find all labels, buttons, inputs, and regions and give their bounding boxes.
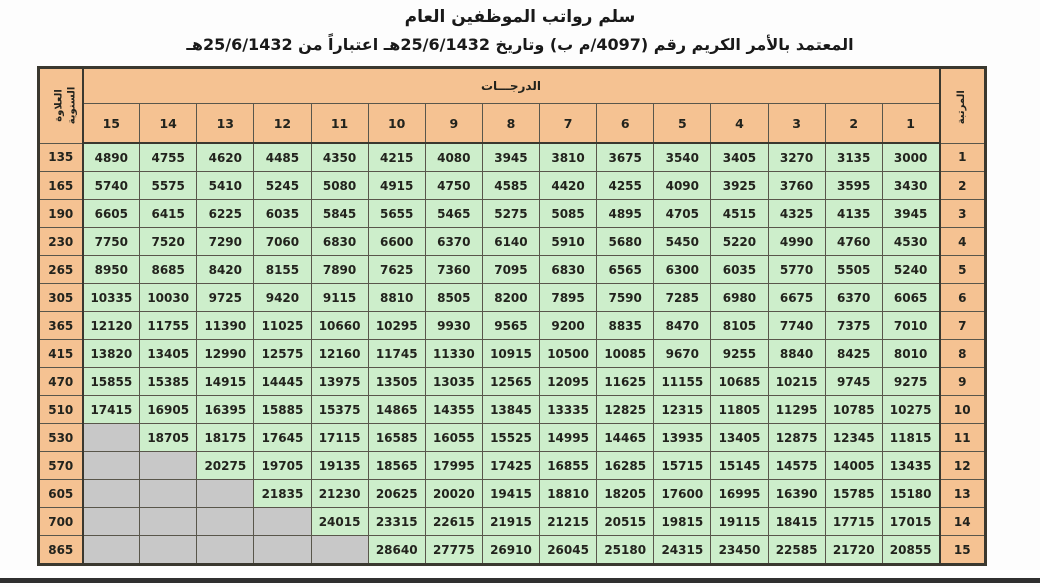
salary-cell: 18810 xyxy=(540,480,597,508)
salary-cell: 4620 xyxy=(197,143,254,172)
salary-cell: 4755 xyxy=(140,143,197,172)
salary-cell: 4420 xyxy=(540,172,597,200)
rank-cell: 1 xyxy=(940,143,986,172)
empty-cell xyxy=(311,536,368,565)
salary-cell: 15855 xyxy=(83,368,140,396)
salary-cell: 8505 xyxy=(425,284,482,312)
table-row xyxy=(39,340,986,368)
increment-cell: 305 xyxy=(39,284,83,312)
salary-cell: 8200 xyxy=(482,284,539,312)
salary-cell: 4915 xyxy=(368,172,425,200)
table-row xyxy=(39,200,986,228)
salary-cell: 14445 xyxy=(254,368,311,396)
salary-cell: 11330 xyxy=(425,340,482,368)
empty-cell xyxy=(254,508,311,536)
salary-cell: 3270 xyxy=(768,143,825,172)
salary-cell: 13035 xyxy=(425,368,482,396)
salary-cell: 5220 xyxy=(711,228,768,256)
empty-cell xyxy=(83,536,140,565)
rank-header-cell xyxy=(940,68,986,144)
grade-column-header: 5 xyxy=(654,104,711,144)
salary-cell: 10215 xyxy=(768,368,825,396)
salary-cell: 8835 xyxy=(597,312,654,340)
salary-cell: 5410 xyxy=(197,172,254,200)
salary-cell: 20515 xyxy=(597,508,654,536)
salary-cell: 8010 xyxy=(882,340,939,368)
rank-cell: 4 xyxy=(940,228,986,256)
salary-cell: 8420 xyxy=(197,256,254,284)
salary-cell: 10785 xyxy=(825,396,882,424)
salary-cell: 4895 xyxy=(597,200,654,228)
salary-cell: 20625 xyxy=(368,480,425,508)
salary-cell: 17645 xyxy=(254,424,311,452)
salary-cell: 10295 xyxy=(368,312,425,340)
rank-cell: 15 xyxy=(940,536,986,565)
empty-cell xyxy=(140,536,197,565)
salary-cell: 6370 xyxy=(425,228,482,256)
salary-cell: 11755 xyxy=(140,312,197,340)
salary-cell: 3925 xyxy=(711,172,768,200)
salary-cell: 26045 xyxy=(540,536,597,565)
grade-column-header: 9 xyxy=(425,104,482,144)
salary-cell: 6140 xyxy=(482,228,539,256)
table-row xyxy=(39,536,986,565)
salary-cell: 7010 xyxy=(882,312,939,340)
rank-cell: 11 xyxy=(940,424,986,452)
salary-cell: 4215 xyxy=(368,143,425,172)
salary-cell: 13845 xyxy=(482,396,539,424)
salary-cell: 17415 xyxy=(83,396,140,424)
salary-cell: 5505 xyxy=(825,256,882,284)
salary-cell: 6300 xyxy=(654,256,711,284)
salary-cell: 6830 xyxy=(540,256,597,284)
salary-cell: 4350 xyxy=(311,143,368,172)
salary-cell: 12990 xyxy=(197,340,254,368)
salary-cell: 5245 xyxy=(254,172,311,200)
salary-cell: 5655 xyxy=(368,200,425,228)
table-row xyxy=(39,368,986,396)
salary-cell: 11745 xyxy=(368,340,425,368)
salary-cell: 6370 xyxy=(825,284,882,312)
salary-cell: 5080 xyxy=(311,172,368,200)
rank-cell: 14 xyxy=(940,508,986,536)
empty-cell xyxy=(254,536,311,565)
salary-cell: 7360 xyxy=(425,256,482,284)
salary-cell: 8810 xyxy=(368,284,425,312)
salary-cell: 6600 xyxy=(368,228,425,256)
salary-cell: 6035 xyxy=(711,256,768,284)
salary-cell: 13335 xyxy=(540,396,597,424)
rank-cell: 10 xyxy=(940,396,986,424)
salary-cell: 9420 xyxy=(254,284,311,312)
salary-cell: 7740 xyxy=(768,312,825,340)
salary-cell: 7590 xyxy=(597,284,654,312)
salary-cell: 11815 xyxy=(882,424,939,452)
rank-cell: 6 xyxy=(940,284,986,312)
salary-cell: 17715 xyxy=(825,508,882,536)
salary-cell: 7890 xyxy=(311,256,368,284)
salary-cell: 4325 xyxy=(768,200,825,228)
salary-cell: 9275 xyxy=(882,368,939,396)
salary-cell: 16285 xyxy=(597,452,654,480)
empty-cell xyxy=(83,508,140,536)
salary-cell: 5680 xyxy=(597,228,654,256)
salary-cell: 7375 xyxy=(825,312,882,340)
salary-cell: 6415 xyxy=(140,200,197,228)
salary-scale-table xyxy=(37,66,987,566)
salary-cell: 22585 xyxy=(768,536,825,565)
salary-cell: 8155 xyxy=(254,256,311,284)
grade-column-header: 11 xyxy=(311,104,368,144)
salary-cell: 8685 xyxy=(140,256,197,284)
salary-cell: 4760 xyxy=(825,228,882,256)
salary-cell: 11805 xyxy=(711,396,768,424)
salary-cell: 11625 xyxy=(597,368,654,396)
salary-cell: 5740 xyxy=(83,172,140,200)
grade-column-header: 3 xyxy=(768,104,825,144)
salary-cell: 27775 xyxy=(425,536,482,565)
salary-cell: 15525 xyxy=(482,424,539,452)
grade-number-row xyxy=(39,104,986,144)
salary-cell: 3810 xyxy=(540,143,597,172)
salary-cell: 20855 xyxy=(882,536,939,565)
salary-cell: 4750 xyxy=(425,172,482,200)
salary-cell: 3430 xyxy=(882,172,939,200)
rank-cell: 5 xyxy=(940,256,986,284)
page-subtitle: المعتمد بالأمر الكريم رقم (4097/م ب) وتاريخ 25/6/1432هـ اعتباراً من 25/6/1432هـ xyxy=(186,35,854,54)
salary-cell: 16585 xyxy=(368,424,425,452)
salary-cell: 4080 xyxy=(425,143,482,172)
salary-cell: 13405 xyxy=(711,424,768,452)
salary-cell: 25180 xyxy=(597,536,654,565)
salary-cell: 8425 xyxy=(825,340,882,368)
salary-cell: 15180 xyxy=(882,480,939,508)
increment-cell: 135 xyxy=(39,143,83,172)
salary-cell: 14915 xyxy=(197,368,254,396)
salary-cell: 15785 xyxy=(825,480,882,508)
salary-cell: 12565 xyxy=(482,368,539,396)
salary-cell: 16995 xyxy=(711,480,768,508)
salary-cell: 3945 xyxy=(882,200,939,228)
salary-cell: 22615 xyxy=(425,508,482,536)
salary-cell: 5240 xyxy=(882,256,939,284)
grade-column-header: 1 xyxy=(882,104,939,144)
salary-cell: 7625 xyxy=(368,256,425,284)
table-row xyxy=(39,508,986,536)
salary-cell: 20275 xyxy=(197,452,254,480)
salary-cell: 4255 xyxy=(597,172,654,200)
increment-cell: 230 xyxy=(39,228,83,256)
salary-cell: 9200 xyxy=(540,312,597,340)
empty-cell xyxy=(83,480,140,508)
salary-cell: 21230 xyxy=(311,480,368,508)
salary-cell: 16390 xyxy=(768,480,825,508)
table-row xyxy=(39,143,986,172)
increment-cell: 530 xyxy=(39,424,83,452)
salary-cell: 4135 xyxy=(825,200,882,228)
salary-cell: 14865 xyxy=(368,396,425,424)
increment-cell: 470 xyxy=(39,368,83,396)
salary-cell: 6980 xyxy=(711,284,768,312)
salary-cell: 3540 xyxy=(654,143,711,172)
salary-cell: 14575 xyxy=(768,452,825,480)
table-row xyxy=(39,452,986,480)
grade-column-header: 6 xyxy=(597,104,654,144)
salary-cell: 15715 xyxy=(654,452,711,480)
salary-cell: 12875 xyxy=(768,424,825,452)
salary-cell: 5575 xyxy=(140,172,197,200)
salary-cell: 4990 xyxy=(768,228,825,256)
empty-cell xyxy=(83,452,140,480)
table-row xyxy=(39,480,986,508)
salary-cell: 6675 xyxy=(768,284,825,312)
salary-cell: 6605 xyxy=(83,200,140,228)
rank-cell: 3 xyxy=(940,200,986,228)
salary-cell: 18175 xyxy=(197,424,254,452)
increment-header-label: العلاوة السنوية xyxy=(53,86,77,125)
salary-cell: 28640 xyxy=(368,536,425,565)
salary-cell: 10275 xyxy=(882,396,939,424)
salary-cell: 12825 xyxy=(597,396,654,424)
salary-cell: 4890 xyxy=(83,143,140,172)
increment-cell: 365 xyxy=(39,312,83,340)
salary-cell: 18205 xyxy=(597,480,654,508)
salary-cell: 7750 xyxy=(83,228,140,256)
salary-cell: 7060 xyxy=(254,228,311,256)
salary-cell: 12575 xyxy=(254,340,311,368)
rank-cell: 9 xyxy=(940,368,986,396)
salary-cell: 13405 xyxy=(140,340,197,368)
salary-cell: 3595 xyxy=(825,172,882,200)
salary-cell: 8105 xyxy=(711,312,768,340)
salary-cell: 3760 xyxy=(768,172,825,200)
salary-cell: 11295 xyxy=(768,396,825,424)
salary-cell: 10685 xyxy=(711,368,768,396)
increment-cell: 865 xyxy=(39,536,83,565)
table-row xyxy=(39,424,986,452)
grades-header-cell: الدرجـــات xyxy=(83,68,940,104)
salary-cell: 10500 xyxy=(540,340,597,368)
salary-cell: 17425 xyxy=(482,452,539,480)
salary-cell: 8950 xyxy=(83,256,140,284)
salary-cell: 12315 xyxy=(654,396,711,424)
salary-cell: 12345 xyxy=(825,424,882,452)
salary-cell: 3405 xyxy=(711,143,768,172)
salary-cell: 3000 xyxy=(882,143,939,172)
salary-cell: 4515 xyxy=(711,200,768,228)
salary-cell: 9255 xyxy=(711,340,768,368)
salary-cell: 8470 xyxy=(654,312,711,340)
salary-cell: 14005 xyxy=(825,452,882,480)
salary-cell: 15145 xyxy=(711,452,768,480)
increment-cell: 190 xyxy=(39,200,83,228)
salary-cell: 15375 xyxy=(311,396,368,424)
salary-cell: 16055 xyxy=(425,424,482,452)
salary-cell: 12160 xyxy=(311,340,368,368)
salary-cell: 19115 xyxy=(711,508,768,536)
grades-title-row xyxy=(39,68,986,104)
increment-header-cell xyxy=(39,68,83,144)
salary-cell: 19135 xyxy=(311,452,368,480)
salary-cell: 9115 xyxy=(311,284,368,312)
salary-cell: 10335 xyxy=(83,284,140,312)
salary-cell: 19415 xyxy=(482,480,539,508)
salary-cell: 18415 xyxy=(768,508,825,536)
grade-column-header: 2 xyxy=(825,104,882,144)
rank-cell: 13 xyxy=(940,480,986,508)
empty-cell xyxy=(197,536,254,565)
salary-cell: 4090 xyxy=(654,172,711,200)
grade-column-header: 14 xyxy=(140,104,197,144)
salary-cell: 7285 xyxy=(654,284,711,312)
salary-table-body xyxy=(39,143,986,565)
salary-cell: 14995 xyxy=(540,424,597,452)
salary-cell: 15885 xyxy=(254,396,311,424)
salary-cell: 23450 xyxy=(711,536,768,565)
salary-cell: 6035 xyxy=(254,200,311,228)
salary-cell: 9745 xyxy=(825,368,882,396)
salary-cell: 16855 xyxy=(540,452,597,480)
table-row xyxy=(39,172,986,200)
salary-cell: 21835 xyxy=(254,480,311,508)
increment-cell: 510 xyxy=(39,396,83,424)
salary-cell: 21215 xyxy=(540,508,597,536)
salary-cell: 10085 xyxy=(597,340,654,368)
salary-cell: 17015 xyxy=(882,508,939,536)
table-row xyxy=(39,312,986,340)
salary-cell: 16395 xyxy=(197,396,254,424)
salary-cell: 12095 xyxy=(540,368,597,396)
salary-cell: 6830 xyxy=(311,228,368,256)
table-row xyxy=(39,256,986,284)
salary-cell: 3945 xyxy=(482,143,539,172)
salary-cell: 10660 xyxy=(311,312,368,340)
salary-cell: 17115 xyxy=(311,424,368,452)
empty-cell xyxy=(197,480,254,508)
salary-cell: 6065 xyxy=(882,284,939,312)
salary-cell: 7895 xyxy=(540,284,597,312)
salary-cell: 21720 xyxy=(825,536,882,565)
increment-cell: 165 xyxy=(39,172,83,200)
page-title: سلم رواتب الموظفين العام xyxy=(404,7,636,27)
bottom-rule xyxy=(0,578,1040,583)
salary-cell: 5085 xyxy=(540,200,597,228)
salary-cell: 4530 xyxy=(882,228,939,256)
salary-cell: 23315 xyxy=(368,508,425,536)
salary-cell: 14355 xyxy=(425,396,482,424)
salary-cell: 11025 xyxy=(254,312,311,340)
salary-cell: 11155 xyxy=(654,368,711,396)
salary-cell: 18705 xyxy=(140,424,197,452)
salary-cell: 3135 xyxy=(825,143,882,172)
empty-cell xyxy=(83,424,140,452)
salary-cell: 4705 xyxy=(654,200,711,228)
table-row xyxy=(39,284,986,312)
increment-cell: 605 xyxy=(39,480,83,508)
table-row xyxy=(39,396,986,424)
salary-cell: 5450 xyxy=(654,228,711,256)
salary-cell: 6565 xyxy=(597,256,654,284)
salary-cell: 5770 xyxy=(768,256,825,284)
rank-header-label: المرتبة xyxy=(955,90,967,125)
salary-cell: 7095 xyxy=(482,256,539,284)
salary-cell: 12120 xyxy=(83,312,140,340)
salary-cell: 9930 xyxy=(425,312,482,340)
salary-cell: 4585 xyxy=(482,172,539,200)
salary-cell: 24015 xyxy=(311,508,368,536)
salary-cell: 13975 xyxy=(311,368,368,396)
salary-cell: 11390 xyxy=(197,312,254,340)
salary-cell: 21915 xyxy=(482,508,539,536)
salary-cell: 20020 xyxy=(425,480,482,508)
salary-cell: 13505 xyxy=(368,368,425,396)
salary-cell: 7520 xyxy=(140,228,197,256)
rank-cell: 12 xyxy=(940,452,986,480)
increment-cell: 265 xyxy=(39,256,83,284)
salary-cell: 18565 xyxy=(368,452,425,480)
salary-cell: 13935 xyxy=(654,424,711,452)
grade-column-header: 8 xyxy=(482,104,539,144)
table-row xyxy=(39,228,986,256)
salary-cell: 9670 xyxy=(654,340,711,368)
empty-cell xyxy=(140,480,197,508)
grade-column-header: 12 xyxy=(254,104,311,144)
rank-cell: 8 xyxy=(940,340,986,368)
salary-cell: 9725 xyxy=(197,284,254,312)
salary-cell: 19705 xyxy=(254,452,311,480)
salary-cell: 10915 xyxy=(482,340,539,368)
salary-cell: 16905 xyxy=(140,396,197,424)
salary-cell: 26910 xyxy=(482,536,539,565)
salary-cell: 5275 xyxy=(482,200,539,228)
grade-column-header: 15 xyxy=(83,104,140,144)
salary-cell: 13820 xyxy=(83,340,140,368)
grade-column-header: 7 xyxy=(540,104,597,144)
empty-cell xyxy=(140,508,197,536)
rank-cell: 7 xyxy=(940,312,986,340)
increment-cell: 415 xyxy=(39,340,83,368)
grade-column-header: 13 xyxy=(197,104,254,144)
salary-cell: 19815 xyxy=(654,508,711,536)
salary-cell: 6225 xyxy=(197,200,254,228)
grade-column-header: 4 xyxy=(711,104,768,144)
increment-cell: 570 xyxy=(39,452,83,480)
rank-cell: 2 xyxy=(940,172,986,200)
salary-cell: 4485 xyxy=(254,143,311,172)
salary-cell: 3675 xyxy=(597,143,654,172)
title-block xyxy=(0,3,1040,58)
salary-cell: 5845 xyxy=(311,200,368,228)
salary-cell: 14465 xyxy=(597,424,654,452)
salary-cell: 7290 xyxy=(197,228,254,256)
salary-cell: 9565 xyxy=(482,312,539,340)
salary-cell: 15385 xyxy=(140,368,197,396)
grade-column-header: 10 xyxy=(368,104,425,144)
salary-cell: 24315 xyxy=(654,536,711,565)
salary-cell: 5465 xyxy=(425,200,482,228)
salary-cell: 10030 xyxy=(140,284,197,312)
salary-cell: 8840 xyxy=(768,340,825,368)
empty-cell xyxy=(197,508,254,536)
salary-cell: 17995 xyxy=(425,452,482,480)
increment-cell: 700 xyxy=(39,508,83,536)
salary-cell: 17600 xyxy=(654,480,711,508)
salary-cell: 5910 xyxy=(540,228,597,256)
salary-cell: 13435 xyxy=(882,452,939,480)
empty-cell xyxy=(140,452,197,480)
